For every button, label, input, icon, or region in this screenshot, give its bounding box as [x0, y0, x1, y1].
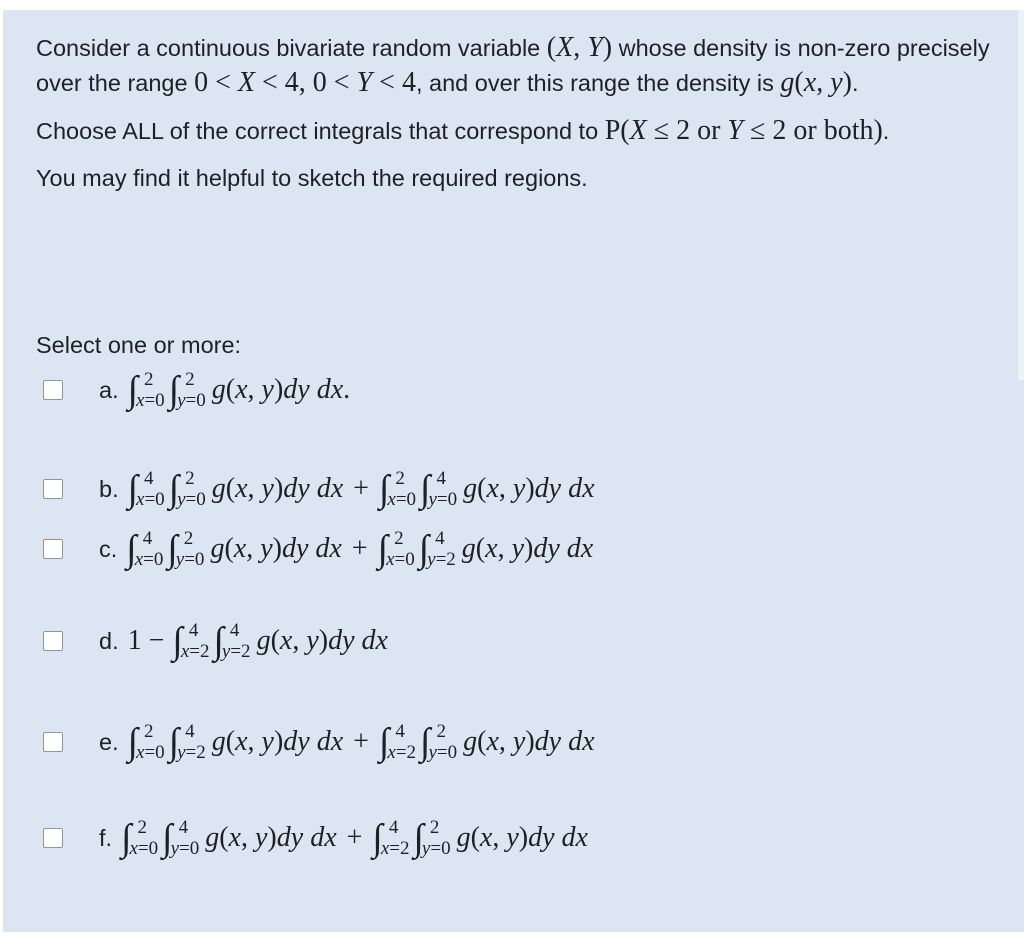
upper-limit: 4	[435, 528, 445, 549]
upper-limit: 2	[436, 721, 446, 742]
math-variable: y	[542, 822, 555, 853]
math-variable: d	[316, 374, 331, 405]
answer-formula	[128, 468, 595, 510]
math-variable: d	[561, 822, 576, 853]
math-variable: y	[221, 641, 231, 662]
integral-limits	[428, 721, 458, 763]
integral-sign: ∫	[413, 817, 424, 859]
upper-limit: 2	[429, 817, 440, 838]
upper-limit: 2	[185, 468, 195, 489]
math-variable: x	[235, 473, 248, 504]
math-variable: x	[580, 533, 594, 564]
integral-over-x	[121, 817, 158, 859]
integral-sign: ∫	[172, 620, 183, 662]
math-variable: d	[283, 726, 298, 757]
select-prompt: Select one or more:	[36, 332, 242, 358]
integral-over-x	[128, 369, 165, 411]
upper-limit: 4	[144, 468, 154, 489]
formula-suffix: .	[343, 374, 351, 405]
answer-option-f[interactable]	[43, 816, 588, 860]
integrand: g(x, y)dy dx	[463, 726, 595, 757]
math-variable: d	[566, 533, 581, 564]
lower-limit: y=2	[177, 742, 206, 763]
upper-limit: 2	[394, 528, 404, 549]
option-letter: e.	[99, 728, 119, 755]
question-text-segment: Consider a continuous bivariate random variable	[36, 35, 547, 61]
math-expression: P(X ≤ 2 or Y ≤ 2 or both)	[604, 115, 883, 146]
math-variable: x	[235, 374, 248, 405]
math-variable: d	[315, 533, 330, 564]
plus-operator: +	[353, 473, 369, 504]
math-variable: g	[205, 822, 220, 853]
answer-checkbox-e[interactable]	[43, 732, 63, 752]
math-variable: y	[297, 473, 310, 504]
math-variable: d	[283, 374, 298, 405]
math-variable: x	[279, 625, 293, 656]
math-variable: x	[387, 742, 396, 763]
integral-sign: ∫	[127, 369, 139, 411]
question-text-segment: .	[882, 118, 890, 144]
answer-option-d[interactable]	[43, 619, 388, 663]
math-variable: d	[276, 822, 291, 853]
math-variable: y	[548, 726, 562, 757]
math-variable: x	[486, 473, 499, 504]
math-variable: g	[463, 726, 478, 757]
math-variable: Y	[727, 115, 743, 146]
upper-limit: 4	[388, 817, 399, 838]
integral-over-y	[169, 721, 206, 763]
integral-limits	[129, 817, 159, 859]
question-text-segment: You may find it helpful to sketch the required regions.	[36, 165, 588, 191]
math-variable: y	[511, 533, 524, 564]
integral-sign: ∫	[127, 721, 139, 763]
lower-limit: x=2	[387, 742, 417, 763]
math-variable: y	[254, 822, 268, 853]
lower-limit: y=0	[175, 549, 205, 570]
answer-label-c[interactable]	[99, 528, 593, 570]
math-variable: y	[428, 489, 437, 510]
math-variable: d	[568, 726, 583, 757]
upper-limit: 2	[144, 369, 154, 390]
integral-over-y	[167, 528, 204, 570]
lower-limit: x=0	[134, 549, 164, 570]
option-letter: a.	[99, 376, 119, 403]
math-variable: g	[210, 533, 225, 564]
math-expression: (X, Y)	[546, 32, 613, 63]
integral-sign: ∫	[126, 528, 137, 570]
math-variable: x	[233, 533, 247, 564]
math-variable: y	[830, 67, 843, 98]
math-variable: x	[329, 533, 342, 564]
lower-limit: x=0	[136, 390, 165, 411]
integral-sign: ∫	[121, 817, 132, 859]
integral-over-x	[379, 468, 416, 510]
math-variable: x	[235, 726, 248, 757]
integral-limits	[136, 468, 165, 510]
question-text-segment: whose density is non-zero precisely	[612, 35, 990, 61]
integrand: g(x, y)dy dx	[256, 625, 388, 656]
integral-sign: ∫	[127, 468, 139, 510]
integral-over-x	[379, 721, 416, 763]
integral-sign: ∫	[168, 721, 180, 763]
math-variable: y	[421, 838, 431, 859]
math-variable: y	[260, 533, 273, 564]
integral-limits	[387, 721, 417, 763]
integral-over-x	[128, 721, 165, 763]
integral-limits	[177, 468, 206, 510]
math-variable: g	[780, 67, 795, 98]
math-variable: x	[386, 549, 395, 570]
math-variable: x	[136, 489, 145, 510]
math-variable: x	[485, 533, 498, 564]
integral-limits	[175, 528, 205, 570]
question-text	[36, 30, 990, 196]
math-variable: x	[575, 822, 588, 853]
integral-over-x	[378, 528, 415, 570]
integral-limits	[170, 817, 200, 859]
math-variable: y	[177, 390, 186, 411]
lower-limit: y=0	[177, 489, 206, 510]
upper-limit: 4	[178, 817, 189, 838]
plus-operator: +	[353, 726, 369, 757]
math-variable: x	[136, 390, 145, 411]
math-variable: x	[180, 641, 190, 662]
answer-option-b[interactable]	[43, 467, 595, 511]
answer-checkbox-d[interactable]	[43, 631, 63, 651]
math-variable: g	[456, 822, 471, 853]
math-variable: d	[533, 533, 548, 564]
integral-limits	[421, 817, 451, 859]
math-variable: x	[228, 822, 241, 853]
math-variable: x	[134, 549, 144, 570]
math-variable: y	[342, 625, 355, 656]
answer-formula	[128, 620, 388, 662]
lower-limit: x=0	[129, 838, 159, 859]
lower-limit: x=0	[136, 489, 165, 510]
question-panel	[3, 10, 1024, 932]
integrand: g(x, y)dy dx	[211, 374, 344, 405]
answer-label-e[interactable]	[99, 721, 595, 763]
math-variable: y	[297, 726, 310, 757]
integral-limits	[136, 369, 165, 411]
upper-limit: 4	[188, 620, 199, 641]
math-variable: g	[256, 625, 271, 656]
math-variable: d	[283, 473, 298, 504]
integral-over-y	[420, 468, 457, 510]
option-letter: d.	[99, 627, 119, 654]
math-variable: x	[324, 822, 337, 853]
question-text-segment: Choose ALL of the correct integrals that correspond to	[36, 118, 605, 144]
integral-limits	[386, 528, 415, 570]
math-variable: d	[534, 726, 549, 757]
math-variable: d	[316, 726, 331, 757]
option-letter: f.	[99, 824, 113, 851]
math-variable: d	[281, 533, 296, 564]
question-hint	[36, 161, 990, 196]
integrand: g(x, y)dy dx	[463, 473, 595, 504]
math-variable: x	[330, 473, 344, 504]
integral-sign: ∫	[372, 817, 383, 859]
math-variable: y	[548, 473, 562, 504]
integral-over-y	[420, 721, 457, 763]
math-variable: x	[129, 838, 138, 859]
math-variable: y	[506, 822, 519, 853]
answer-option-a[interactable]	[43, 368, 350, 412]
question-text-segment: , and over this range the density is	[415, 70, 781, 96]
upper-limit: 4	[229, 620, 240, 641]
answer-checkbox-b[interactable]	[43, 479, 63, 499]
integral-over-x	[172, 620, 209, 662]
math-variable: x	[582, 726, 595, 757]
math-variable: y	[512, 726, 526, 757]
upper-limit: 2	[395, 468, 405, 489]
math-variable: y	[175, 549, 185, 570]
math-variable: y	[170, 838, 179, 859]
integral-sign: ∫	[378, 468, 390, 510]
math-variable: d	[361, 625, 376, 656]
lower-limit: y=0	[428, 742, 458, 763]
question-text-segment: .	[851, 70, 859, 96]
integral-over-y	[414, 817, 451, 859]
math-expression: 0 < X < 4, 0 < Y < 4	[194, 67, 416, 98]
integrand: g(x, y)dy dx	[456, 822, 588, 853]
integrand: g(x, y)dy dx	[211, 726, 344, 757]
answer-formula	[121, 817, 588, 859]
math-variable: d	[316, 473, 331, 504]
math-variable: d	[328, 625, 343, 656]
upper-limit: 2	[144, 721, 154, 742]
math-variable: y	[428, 742, 437, 763]
math-variable: y	[512, 473, 526, 504]
math-variable: y	[547, 533, 560, 564]
math-variable: y	[261, 374, 274, 405]
integrand: g(x, y)dy dx	[211, 473, 344, 504]
integral-limits	[380, 817, 410, 859]
integral-sign: ∫	[378, 721, 390, 763]
answer-formula	[128, 369, 351, 411]
lower-limit: y=0	[170, 838, 200, 859]
integral-sign: ∫	[162, 817, 173, 859]
lower-limit: x=2	[180, 641, 210, 662]
answer-label-d[interactable]	[99, 620, 388, 662]
upper-limit: 2	[183, 528, 194, 549]
math-variable: X	[556, 32, 574, 63]
lower-limit: y=2	[427, 549, 456, 570]
math-variable: x	[486, 726, 499, 757]
answer-label-b[interactable]	[99, 468, 595, 510]
math-variable: x	[582, 473, 595, 504]
math-variable: y	[261, 726, 274, 757]
math-variable: x	[375, 625, 388, 656]
integral-over-y	[162, 817, 199, 859]
integral-limits	[134, 528, 164, 570]
integral-limits	[177, 369, 206, 411]
math-variable: y	[177, 742, 186, 763]
option-letter: b.	[99, 475, 119, 502]
math-variable: x	[479, 822, 493, 853]
answer-option-e[interactable]	[43, 720, 595, 764]
math-variable: d	[528, 822, 543, 853]
upper-limit: 4	[395, 721, 405, 742]
integral-over-y	[419, 528, 456, 570]
question-text-segment: over the range	[36, 70, 195, 96]
answer-formula	[128, 721, 595, 763]
integral-sign: ∫	[168, 369, 180, 411]
math-variable: d	[568, 473, 583, 504]
answer-label-f[interactable]	[99, 817, 588, 859]
integral-over-y	[213, 620, 250, 662]
integral-sign: ∫	[420, 721, 431, 763]
integral-sign: ∫	[168, 468, 180, 510]
integral-over-x	[128, 468, 165, 510]
math-variable: y	[306, 625, 319, 656]
plus-operator: +	[346, 822, 363, 853]
lower-limit: y=2	[221, 641, 251, 662]
math-variable: y	[295, 533, 309, 564]
lower-limit: x=2	[380, 838, 410, 859]
formula-prefix: 1 −	[127, 625, 165, 656]
math-variable: x	[330, 726, 344, 757]
question-line	[36, 65, 990, 100]
math-variable: y	[290, 822, 304, 853]
lower-limit: y=0	[428, 489, 458, 510]
answer-checkbox-c[interactable]	[43, 539, 63, 559]
math-variable: y	[297, 374, 310, 405]
lower-limit: y=0	[177, 390, 206, 411]
math-variable: d	[310, 822, 325, 853]
integral-over-y	[169, 468, 206, 510]
integral-limits	[428, 468, 458, 510]
integral-sign: ∫	[418, 528, 430, 570]
option-letter: c.	[99, 535, 118, 562]
math-variable: g	[211, 473, 226, 504]
upper-limit: 4	[185, 721, 195, 742]
upper-limit: 4	[436, 468, 446, 489]
upper-limit: 2	[185, 369, 195, 390]
integral-limits	[136, 721, 165, 763]
math-variable: g	[211, 726, 226, 757]
integral-sign: ∫	[167, 528, 178, 570]
upper-limit: 4	[142, 528, 153, 549]
integral-limits	[180, 620, 210, 662]
lower-limit: y=0	[421, 838, 451, 859]
math-variable: X	[629, 115, 647, 146]
integral-limits	[427, 528, 456, 570]
math-variable: x	[330, 374, 344, 405]
math-variable: g	[461, 533, 476, 564]
answer-checkbox-f[interactable]	[43, 828, 63, 848]
integral-sign: ∫	[377, 528, 389, 570]
math-variable: x	[380, 838, 390, 859]
integral-over-y	[169, 369, 206, 411]
upper-limit: 2	[137, 817, 147, 838]
integral-limits	[177, 721, 206, 763]
integral-over-x	[126, 528, 163, 570]
question-instruction	[36, 113, 990, 148]
panel-edge-strip	[1018, 10, 1024, 380]
answer-checkbox-a[interactable]	[43, 380, 63, 400]
plus-operator: +	[351, 533, 368, 564]
math-variable: g	[211, 374, 226, 405]
lower-limit: x=0	[386, 549, 415, 570]
math-variable: x	[803, 67, 817, 98]
integral-over-x	[372, 817, 409, 859]
math-variable: y	[261, 473, 274, 504]
lower-limit: x=0	[387, 489, 417, 510]
integral-limits	[387, 468, 417, 510]
integral-sign: ∫	[420, 468, 431, 510]
integrand: g(x, y)dy dx	[461, 533, 594, 564]
answer-formula	[126, 528, 593, 570]
answer-option-c[interactable]	[43, 527, 593, 571]
integral-limits	[221, 620, 251, 662]
math-variable: Y	[356, 67, 373, 98]
math-variable: x	[136, 742, 145, 763]
math-variable: y	[177, 489, 186, 510]
question-line	[36, 30, 990, 65]
math-variable: x	[387, 489, 396, 510]
answer-label-a[interactable]	[99, 369, 350, 411]
math-variable: X	[237, 67, 255, 98]
math-variable: d	[534, 473, 549, 504]
lower-limit: x=0	[136, 742, 165, 763]
integral-sign: ∫	[213, 620, 224, 662]
integrand: g(x, y)dy dx	[210, 533, 342, 564]
integrand: g(x, y)dy dx	[205, 822, 337, 853]
math-variable: g	[463, 473, 478, 504]
math-variable: Y	[587, 32, 603, 63]
math-variable: y	[427, 549, 436, 570]
math-expression: g(x, y)	[780, 67, 852, 98]
